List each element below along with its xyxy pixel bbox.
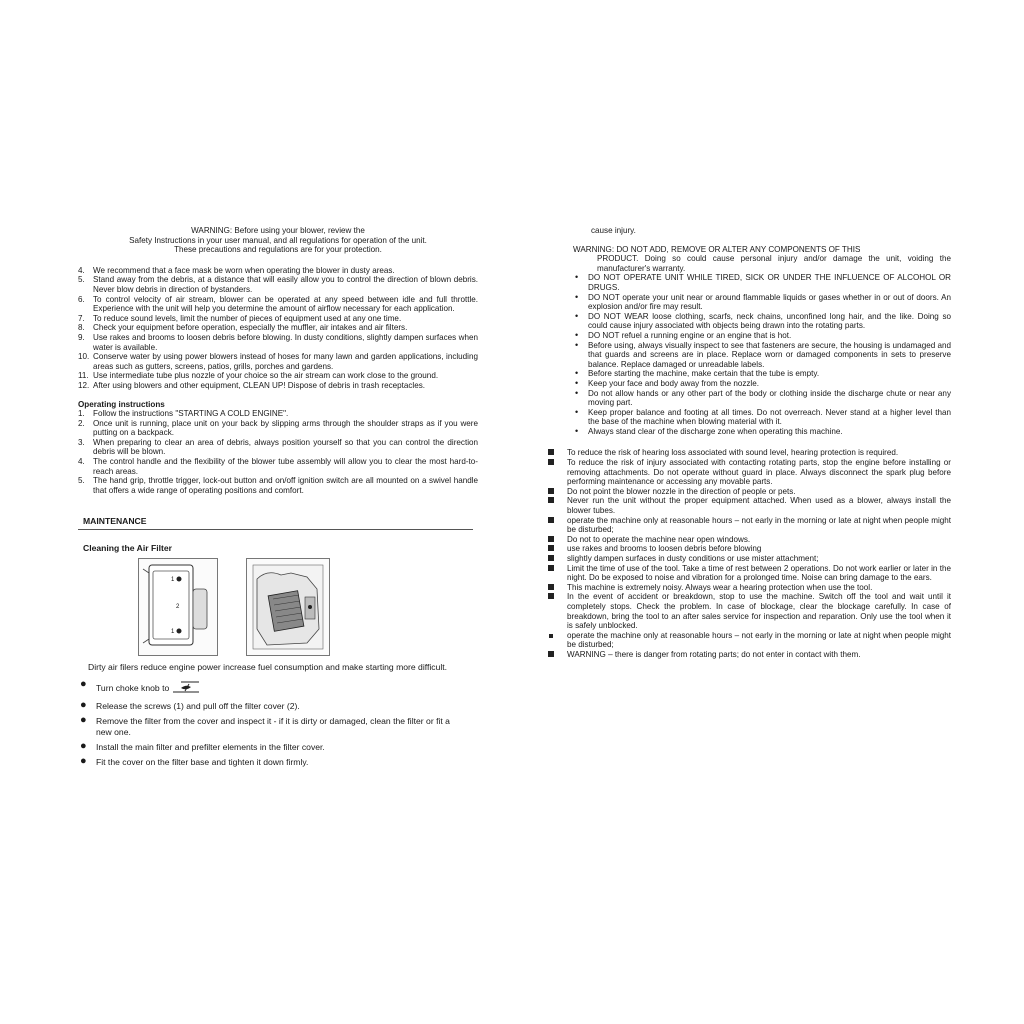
item-text: use rakes and brooms to loosen debris before blowing bbox=[567, 544, 762, 554]
item-number: 7. bbox=[78, 313, 85, 323]
item-text: To reduce sound levels, limit the number of pieces of equipment used at any one time. bbox=[93, 313, 402, 323]
bullet-icon: • bbox=[575, 329, 579, 340]
item-text: Stand away from the debris, at a distance that will easily allow you to control the direction of blown debris. Never blow debris in direction of bystanders. bbox=[93, 275, 478, 294]
item-number: 5. bbox=[78, 275, 85, 285]
safety-bullets bbox=[563, 273, 951, 436]
item-text: Use rakes and brooms to loosen debris before blowing. In dusty conditions, slightly dampen surfaces when water is available. bbox=[93, 332, 478, 352]
item-number: 4. bbox=[78, 457, 85, 467]
list-item bbox=[548, 535, 951, 545]
list-item bbox=[563, 427, 951, 437]
list-item bbox=[548, 448, 951, 458]
item-number: 3. bbox=[78, 437, 85, 447]
bullet-icon: • bbox=[575, 406, 579, 417]
operating-instructions-title: Operating instructions bbox=[78, 399, 165, 409]
item-text: operate the machine only at reasonable hours – not early in the morning or late at night when people might be disturbed; bbox=[567, 630, 951, 650]
list-item bbox=[548, 496, 951, 515]
item-text: Check your equipment before operation, especially the muffler, air intakes and air filters. bbox=[93, 323, 408, 333]
item-number: 4. bbox=[78, 265, 85, 275]
list-item bbox=[563, 273, 951, 292]
bullet-icon: • bbox=[575, 310, 579, 321]
item-text: Keep proper balance and footing at all times. Do not overreach. Never stand at a higher level than the base of the machine when blowing material with it. bbox=[588, 407, 951, 427]
item-text: operate the machine only at reasonable hours – not early in the morning or late at night when people might be disturbed; bbox=[567, 515, 951, 535]
list-item bbox=[78, 323, 478, 333]
item-text: Always stand clear of the discharge zone when operating this machine. bbox=[588, 426, 843, 436]
filter-cover-illustration bbox=[138, 558, 218, 656]
air-filter-figures bbox=[78, 558, 478, 658]
item-text: Conserve water by using power blowers instead of hoses for many lawn and garden applications, including areas such as gutters, screens, patios, grills, porches and gardens. bbox=[93, 352, 478, 371]
warning-line: WARNING: Before using your blower, review the bbox=[191, 226, 365, 235]
item-number: 11. bbox=[78, 371, 89, 381]
list-item bbox=[548, 583, 951, 593]
warning-line: PRODUCT. Doing so could cause personal injury and/or damage the unit, voiding the manufacturer's warranty. bbox=[597, 254, 951, 273]
square-bullet-icon bbox=[548, 536, 554, 542]
square-bullet-icon bbox=[548, 651, 554, 657]
list-item bbox=[78, 680, 466, 697]
bullet-icon: • bbox=[575, 272, 579, 283]
bullet-icon: ● bbox=[80, 678, 87, 691]
list-item bbox=[563, 293, 951, 312]
item-text: DO NOT WEAR loose clothing, scarfs, neck chains, unconfined long hair, and the like. Doing so could cause injury associated with objects being drawn into the rotating parts. bbox=[588, 311, 951, 331]
item-number: 12. bbox=[78, 380, 90, 390]
list-item bbox=[548, 544, 951, 554]
item-text: To reduce the risk of injury associated with contacting rotating parts, stop the engine before installing or removing attachments. Do not operate without guard in place. Always disconnect the spark plug before performing maintenance or accessing any movable parts. bbox=[567, 458, 951, 487]
warning-line: These precautions and regulations are for your protection. bbox=[174, 245, 382, 255]
filter-element-drawing bbox=[247, 559, 329, 655]
item-number: 6. bbox=[78, 294, 85, 304]
square-bullet-icon bbox=[548, 593, 554, 599]
warning-line: WARNING: DO NOT ADD, REMOVE OR ALTER ANY COMPONENTS OF THIS bbox=[573, 244, 861, 254]
operating-list bbox=[78, 409, 478, 495]
item-text: Release the screws (1) and pull off the filter cover (2). bbox=[96, 701, 300, 712]
item-text: Follow the instructions "STARTING A COLD ENGINE". bbox=[93, 409, 289, 419]
square-bullet-icon bbox=[548, 497, 554, 503]
continued-text: cause injury. bbox=[591, 226, 636, 235]
item-text: Fit the cover on the filter base and tighten it down firmly. bbox=[96, 757, 309, 768]
square-bullet-icon bbox=[548, 555, 554, 561]
item-text: Install the main filter and prefilter elements in the filter cover. bbox=[96, 742, 325, 753]
figure-label: 1 bbox=[171, 576, 175, 583]
item-text: Never run the unit without the proper equipment attached. When used as a blower, always install the blower tubes. bbox=[567, 496, 951, 516]
list-item bbox=[78, 381, 478, 391]
list-item bbox=[78, 314, 478, 324]
item-text: In the event of accident or breakdown, stop to use the machine. Switch off the tool and wait until it completely stops. Check the problem. In case of blockage, clear the blockage carefully. In case of breakdown, bring the tool to an after sales service for inspection and reparation. Only use the tool when it is safely unblocked. bbox=[567, 592, 951, 631]
dirty-filter-note: Dirty air filers reduce engine power increase fuel consumption and make starting more difficult. bbox=[88, 661, 448, 672]
item-text: Turn choke knob to bbox=[96, 682, 170, 693]
list-item bbox=[78, 701, 466, 712]
item-number: 1. bbox=[78, 409, 85, 419]
blower-warning bbox=[78, 226, 478, 255]
right-page bbox=[563, 226, 951, 660]
item-text: WARNING – there is danger from rotating parts; do not enter in contact with them. bbox=[567, 649, 861, 659]
list-item bbox=[78, 716, 466, 738]
item-number: 10. bbox=[78, 352, 90, 362]
item-text: DO NOT operate your unit near or around flammable liquids or gases whether in or out of doors. An explosion and/or fire may result. bbox=[588, 292, 951, 312]
item-number: 2. bbox=[78, 418, 85, 428]
list-item bbox=[563, 379, 951, 389]
item-number: 8. bbox=[78, 323, 85, 333]
filter-element-illustration bbox=[246, 558, 330, 656]
list-item bbox=[548, 516, 951, 535]
item-text: The control handle and the flexibility of the blower tube assembly will allow you to clear the most hard-to-reach areas. bbox=[93, 457, 478, 476]
figure-label: 1 bbox=[171, 628, 175, 635]
list-item bbox=[563, 341, 951, 370]
list-item bbox=[548, 631, 951, 650]
list-item bbox=[78, 438, 478, 457]
item-text: DO NOT OPERATE UNIT WHILE TIRED, SICK OR UNDER THE INFLUENCE OF ALCOHOL OR DRUGS. bbox=[588, 273, 951, 292]
bullet-icon: • bbox=[575, 387, 579, 398]
square-bullet-icon bbox=[548, 459, 554, 465]
list-item bbox=[548, 554, 951, 564]
item-text: Remove the filter from the cover and inspect it - if it is dirty or damaged, clean the filter or fit a new one. bbox=[96, 716, 450, 738]
item-text: Use intermediate tube plus nozzle of your choice so the air stream can work close to the ground. bbox=[93, 371, 439, 381]
list-item bbox=[78, 457, 478, 476]
list-item bbox=[548, 564, 951, 583]
choke-symbol-icon bbox=[171, 680, 201, 697]
bullet-icon: • bbox=[575, 291, 579, 302]
air-filter-heading: Cleaning the Air Filter bbox=[83, 543, 172, 554]
bullet-icon: • bbox=[575, 425, 579, 436]
list-item bbox=[78, 333, 478, 352]
air-filter-steps bbox=[78, 680, 478, 768]
list-item bbox=[548, 650, 951, 660]
item-text: The hand grip, throttle trigger, lock-out button and on/off ignition switch are all mounted on a swivel handle that offers a wide range of operating positions and comfort. bbox=[93, 476, 478, 495]
left-page bbox=[78, 226, 478, 772]
list-item bbox=[78, 476, 478, 495]
list-item bbox=[78, 409, 478, 419]
item-text: Do not to operate the machine near open windows. bbox=[567, 534, 751, 544]
item-text: Do not point the blower nozzle in the direction of people or pets. bbox=[567, 486, 796, 496]
bullet-icon: ● bbox=[80, 755, 87, 768]
list-item bbox=[78, 266, 478, 276]
list-item bbox=[78, 275, 478, 294]
item-text: When preparing to clear an area of debris, always position yourself so that you can control the direction debris will be blown. bbox=[93, 437, 478, 457]
item-text: Before starting the machine, make certain that the tube is empty. bbox=[588, 369, 820, 379]
square-bullet-icon bbox=[548, 449, 554, 455]
list-item bbox=[563, 408, 951, 427]
list-item bbox=[78, 352, 478, 371]
item-text: After using blowers and other equipment, CLEAN UP! Dispose of debris in trash receptacles. bbox=[93, 380, 426, 390]
item-text: To control velocity of air stream, blower can be operated at any speed between idle and full throttle. Experience with the unit will help you determine the amount of airflow necessary for each application. bbox=[93, 294, 478, 314]
components-warning bbox=[563, 245, 951, 274]
square-bullet-icon bbox=[548, 517, 554, 523]
warning-line: Safety Instructions in your user manual, and all regulations for operation of the unit. bbox=[129, 235, 427, 245]
item-text: slightly dampen surfaces in dusty conditions or use mister attachment; bbox=[567, 554, 819, 563]
list-item bbox=[78, 295, 478, 314]
item-text: We recommend that a face mask be worn when operating the blower in dusty areas. bbox=[93, 265, 395, 275]
square-bullet-icon bbox=[548, 584, 554, 590]
list-item bbox=[78, 371, 478, 381]
list-item bbox=[78, 419, 478, 438]
bullet-icon: ● bbox=[80, 714, 87, 727]
item-number: 9. bbox=[78, 332, 85, 342]
bullet-icon: ● bbox=[80, 699, 87, 712]
bullet-icon: • bbox=[575, 339, 579, 350]
item-text: Do not allow hands or any other part of the body or clothing inside the discharge chute or near any moving part. bbox=[588, 388, 951, 408]
square-bullet-icon bbox=[549, 634, 553, 638]
list-item bbox=[563, 331, 951, 341]
figure-label: 2 bbox=[176, 603, 180, 610]
item-number: 5. bbox=[78, 476, 85, 486]
list-item bbox=[563, 389, 951, 408]
list-item bbox=[563, 312, 951, 331]
noise-safety-bullets bbox=[548, 448, 951, 659]
maintenance-heading: MAINTENANCE bbox=[78, 517, 473, 530]
bullet-icon: ● bbox=[80, 740, 87, 753]
list-item bbox=[78, 757, 466, 768]
item-text: Keep your face and body away from the nozzle. bbox=[588, 378, 759, 388]
list-item bbox=[78, 742, 466, 753]
list-item bbox=[548, 592, 951, 630]
square-bullet-icon bbox=[548, 565, 554, 571]
list-item bbox=[548, 487, 951, 497]
square-bullet-icon bbox=[548, 488, 554, 494]
bullet-icon: • bbox=[575, 377, 579, 388]
item-text: This machine is extremely noisy. Always wear a hearing protection when use the tool. bbox=[567, 582, 873, 592]
item-text: Limit the time of use of the tool. Take a time of rest between 2 operations. Do not work earlier or later in the night. Do be exposed to noise and vibration for a prolonged time. Noise can bring damage to the ears. bbox=[567, 563, 951, 583]
item-text: Before using, always visually inspect to see that fasteners are secure, the housing is undamaged and that guards and screens are in place. Replace worn or damaged components in sets to preserve balance. Replace damaged or unreadable labels. bbox=[588, 340, 951, 369]
filter-cover-drawing bbox=[139, 559, 217, 655]
list-item bbox=[563, 369, 951, 379]
item-text: Once unit is running, place unit on your back by slipping arms through the shoulder straps as if you were putting on a backpack. bbox=[93, 418, 478, 438]
item-text: To reduce the risk of hearing loss associated with sound level, hearing protection is required. bbox=[567, 448, 899, 458]
tips-list bbox=[78, 266, 478, 391]
list-item bbox=[548, 458, 951, 487]
bullet-icon: • bbox=[575, 368, 579, 379]
item-text: DO NOT refuel a running engine or an engine that is hot. bbox=[588, 330, 792, 340]
square-bullet-icon bbox=[548, 545, 554, 551]
